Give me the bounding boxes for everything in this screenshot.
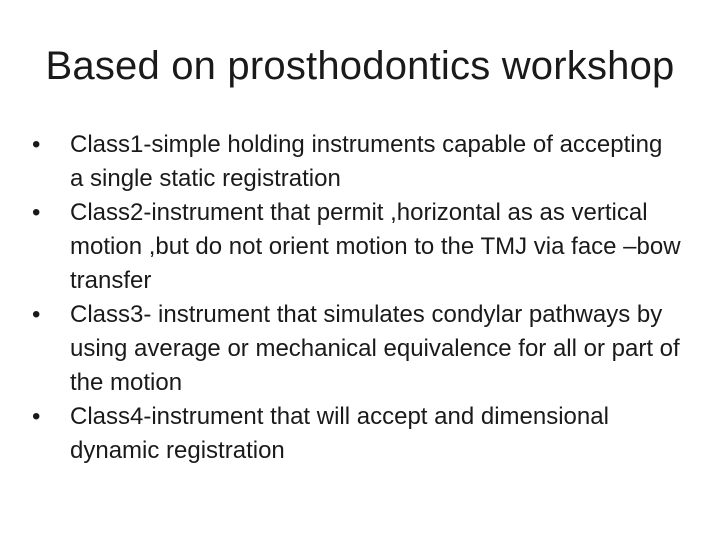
bullet-text: Class3- instrument that simulates condylar pathways by using average or mechanical equivalence for all or part of the motion xyxy=(70,301,680,396)
bullet-dot-icon: • xyxy=(32,199,41,226)
bullet-text: Class4-instrument that will accept and dimensional dynamic registration xyxy=(70,403,609,464)
bullet-dot-icon: • xyxy=(32,301,41,328)
bullet-dot-icon: • xyxy=(32,403,41,430)
bullet-text: Class1-simple holding instruments capable of accepting a single static registration xyxy=(70,131,663,192)
bullet-item-class4 xyxy=(32,400,682,468)
bullet-dot-icon: • xyxy=(32,131,41,158)
bullet-text: Class2-instrument that permit ,horizontal as as vertical motion ,but do not orient motion to the TMJ via face –bow transfer xyxy=(70,199,681,294)
slide-title: Based on prosthodontics workshop xyxy=(45,44,675,88)
bullet-item-class3 xyxy=(32,298,682,400)
bullet-item-class2 xyxy=(32,196,682,298)
bullet-list xyxy=(32,128,682,468)
bullet-item-class1 xyxy=(32,128,682,196)
